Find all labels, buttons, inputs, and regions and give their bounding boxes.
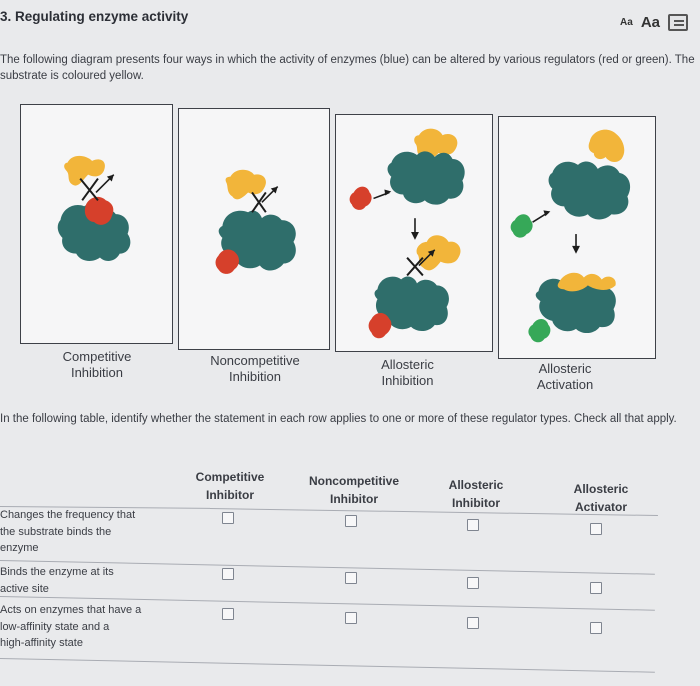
enzyme-shape xyxy=(549,161,631,219)
checkbox-row0-competitive[interactable] xyxy=(222,512,234,524)
row-label-0: Changes the frequency that the substrate binds the enzyme xyxy=(0,509,136,554)
allosteric-activation-illustration xyxy=(499,117,655,358)
checkbox-row2-allosteric-activator[interactable] xyxy=(590,622,602,634)
caption-noncompetitive-inhibition: Noncompetitive Inhibition xyxy=(210,353,300,384)
competitive-inhibition-illustration xyxy=(21,105,172,343)
intro-text: The following diagram presents four ways in which the activity of enzymes (blue) can be altered by various regulators (red or green). The substrate is coloured yellow. xyxy=(0,54,695,82)
substrate-shape xyxy=(64,156,105,186)
decrease-font-button[interactable]: Aa xyxy=(620,17,633,28)
instructions-text: In the following table, identify whether the statement in each row applies to one or more of these regulator types. Check all that apply. xyxy=(0,413,677,425)
inhibitor-shape xyxy=(369,313,392,338)
activator-shape xyxy=(511,214,533,237)
increase-font-button[interactable]: Aa xyxy=(640,14,660,31)
block-cross-icon xyxy=(252,192,266,212)
font-size-controls xyxy=(620,14,688,31)
checkbox-row2-competitive[interactable] xyxy=(222,608,234,620)
caption-allosteric-activation: Allosteric Activation xyxy=(536,361,594,392)
row-label-2: Acts on enzymes that have a low-affinity state and a high-affinity state xyxy=(0,604,142,649)
checkbox-row0-allosteric-inhibitor[interactable] xyxy=(467,519,479,531)
arrow-icon xyxy=(384,190,391,196)
enzyme-shape xyxy=(388,151,465,204)
page-title: 3. Regulating enzyme activity xyxy=(0,9,189,24)
allosteric-inhibition-illustration xyxy=(336,115,492,351)
column-header-allosteric-activator: Allosteric Activator xyxy=(573,482,629,514)
substrate-shape xyxy=(226,170,266,200)
checkbox-row2-allosteric-inhibitor[interactable] xyxy=(467,617,479,629)
activator-shape xyxy=(528,319,550,342)
checkbox-row2-noncompetitive[interactable] xyxy=(345,612,357,624)
caption-competitive-inhibition: Competitive Inhibition xyxy=(62,349,132,380)
checkbox-row0-allosteric-activator[interactable] xyxy=(590,523,602,535)
down-arrow-icon xyxy=(411,232,419,240)
column-header-allosteric-inhibitor: Allosteric Inhibitor xyxy=(448,478,504,510)
checkbox-row1-allosteric-inhibitor[interactable] xyxy=(467,577,479,589)
diagram-panel-allosteric-inhibition xyxy=(335,114,493,352)
checkbox-row1-noncompetitive[interactable] xyxy=(345,572,357,584)
diagram-panel-noncompetitive xyxy=(178,108,330,350)
row-label-1: Binds the enzyme at its active site xyxy=(0,566,114,595)
column-header-noncompetitive: Noncompetitive Inhibitor xyxy=(308,474,399,506)
substrate-shape xyxy=(417,235,461,270)
caption-allosteric-inhibition: Allosteric Inhibition xyxy=(381,357,434,388)
checkbox-row0-noncompetitive[interactable] xyxy=(345,515,357,527)
substrate-shape xyxy=(589,130,625,162)
book-icon[interactable] xyxy=(668,14,688,31)
noncompetitive-inhibition-illustration xyxy=(179,109,329,349)
column-header-competitive: Competitive Inhibitor xyxy=(195,470,265,502)
inhibitor-shape xyxy=(216,249,239,273)
inhibitor-shape xyxy=(350,187,372,210)
row-divider xyxy=(0,658,655,673)
diagram-panel-competitive xyxy=(20,104,173,344)
checkbox-row1-competitive[interactable] xyxy=(222,568,234,580)
checkbox-row1-allosteric-activator[interactable] xyxy=(590,582,602,594)
block-cross-icon xyxy=(407,258,423,276)
down-arrow-icon xyxy=(572,246,580,254)
block-cross-icon xyxy=(80,179,98,201)
diagram-panel-allosteric-activation xyxy=(498,116,656,359)
